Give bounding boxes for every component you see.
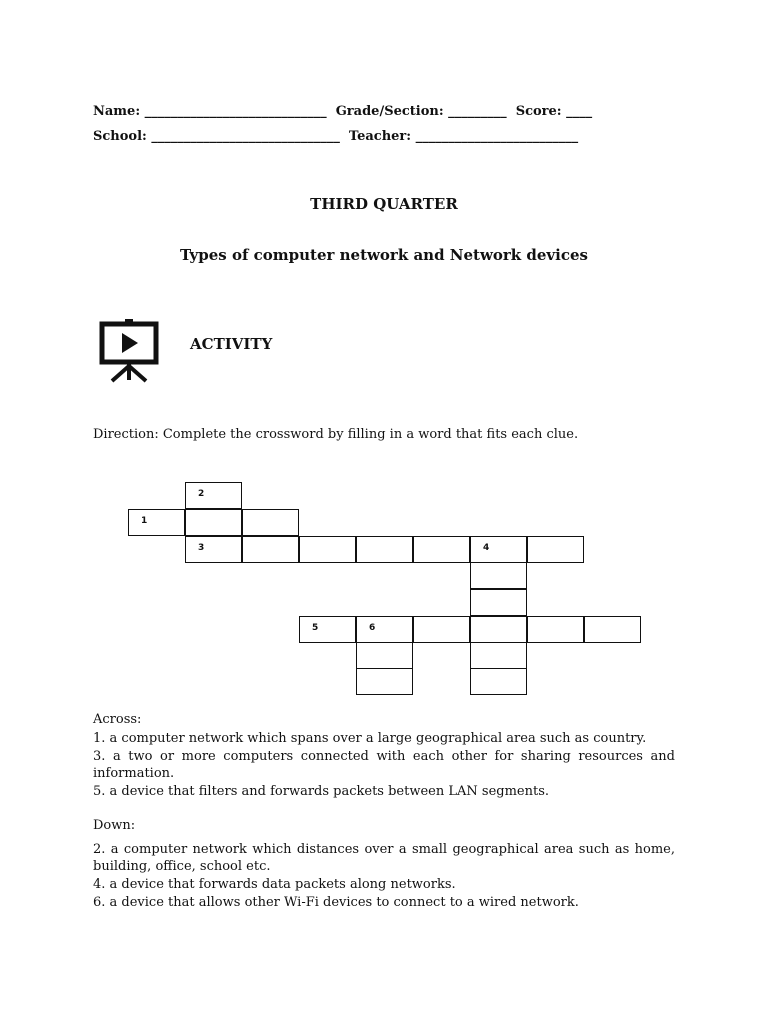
across-heading: Across:: [93, 712, 142, 727]
clue-number-4: 4: [483, 543, 490, 553]
presentation-board-play-icon: [98, 318, 160, 384]
crossword-cell[interactable]: [584, 616, 641, 643]
down-clue-6: 6. a device that allows other Wi-Fi devices to connect to a wired network.: [93, 895, 579, 910]
clue-number-2: 2: [198, 489, 205, 499]
across-clue-5: 5. a device that filters and forwards packets between LAN segments.: [93, 784, 550, 799]
clue-number-6: 6: [369, 623, 376, 633]
crossword-cell[interactable]: [299, 616, 356, 643]
direction-text: Direction: Complete the crossword by filling in a word that fits each clue.: [93, 427, 579, 442]
crossword-cell[interactable]: [356, 536, 413, 563]
crossword-cell[interactable]: [185, 482, 242, 509]
across-clue-1: 1. a computer network which spans over a large geographical area such as country.: [93, 731, 647, 746]
crossword-cell[interactable]: [413, 536, 470, 563]
crossword-cell[interactable]: [470, 536, 527, 563]
activity-label: ACTIVITY: [190, 335, 273, 353]
name-grade-score-line: Name: ____________________________ Grade/Section: _________ Score: ____: [93, 104, 593, 119]
crossword-cell[interactable]: [527, 536, 584, 563]
crossword-cell[interactable]: [356, 616, 413, 643]
clue-number-1: 1: [141, 516, 148, 526]
crossword-cell[interactable]: [470, 616, 527, 643]
crossword-cell[interactable]: [413, 616, 470, 643]
crossword-cell[interactable]: [128, 509, 185, 536]
crossword-cell[interactable]: [470, 642, 527, 669]
crossword-cell[interactable]: [242, 509, 299, 536]
crossword-cell[interactable]: [185, 509, 242, 536]
crossword-cell[interactable]: [299, 536, 356, 563]
across-clue-3: 3. a two or more computers connected with each other for sharing resources and information.: [93, 749, 675, 781]
crossword-cell[interactable]: [185, 536, 242, 563]
across-section: [93, 711, 675, 800]
down-clue-2: 2. a computer network which distances over a small geographical area such as home, building, office, school etc.: [93, 842, 675, 874]
school-teacher-line: School: _____________________________ Teacher: _________________________: [93, 129, 579, 144]
down-heading: Down:: [93, 818, 136, 833]
quarter-heading: THIRD QUARTER: [310, 195, 458, 213]
clue-number-5: 5: [312, 623, 319, 633]
down-section: [93, 817, 675, 911]
crossword-cell[interactable]: [527, 616, 584, 643]
clue-number-3: 3: [198, 543, 205, 553]
crossword-cell[interactable]: [470, 668, 527, 695]
crossword-cell[interactable]: [470, 589, 527, 616]
crossword-cell[interactable]: [470, 562, 527, 589]
crossword-cell[interactable]: [356, 642, 413, 669]
down-clue-4: 4. a device that forwards data packets along networks.: [93, 877, 456, 892]
crossword-cell[interactable]: [356, 668, 413, 695]
page-title: Types of computer network and Network devices: [180, 246, 588, 264]
crossword-cell[interactable]: [242, 536, 299, 563]
